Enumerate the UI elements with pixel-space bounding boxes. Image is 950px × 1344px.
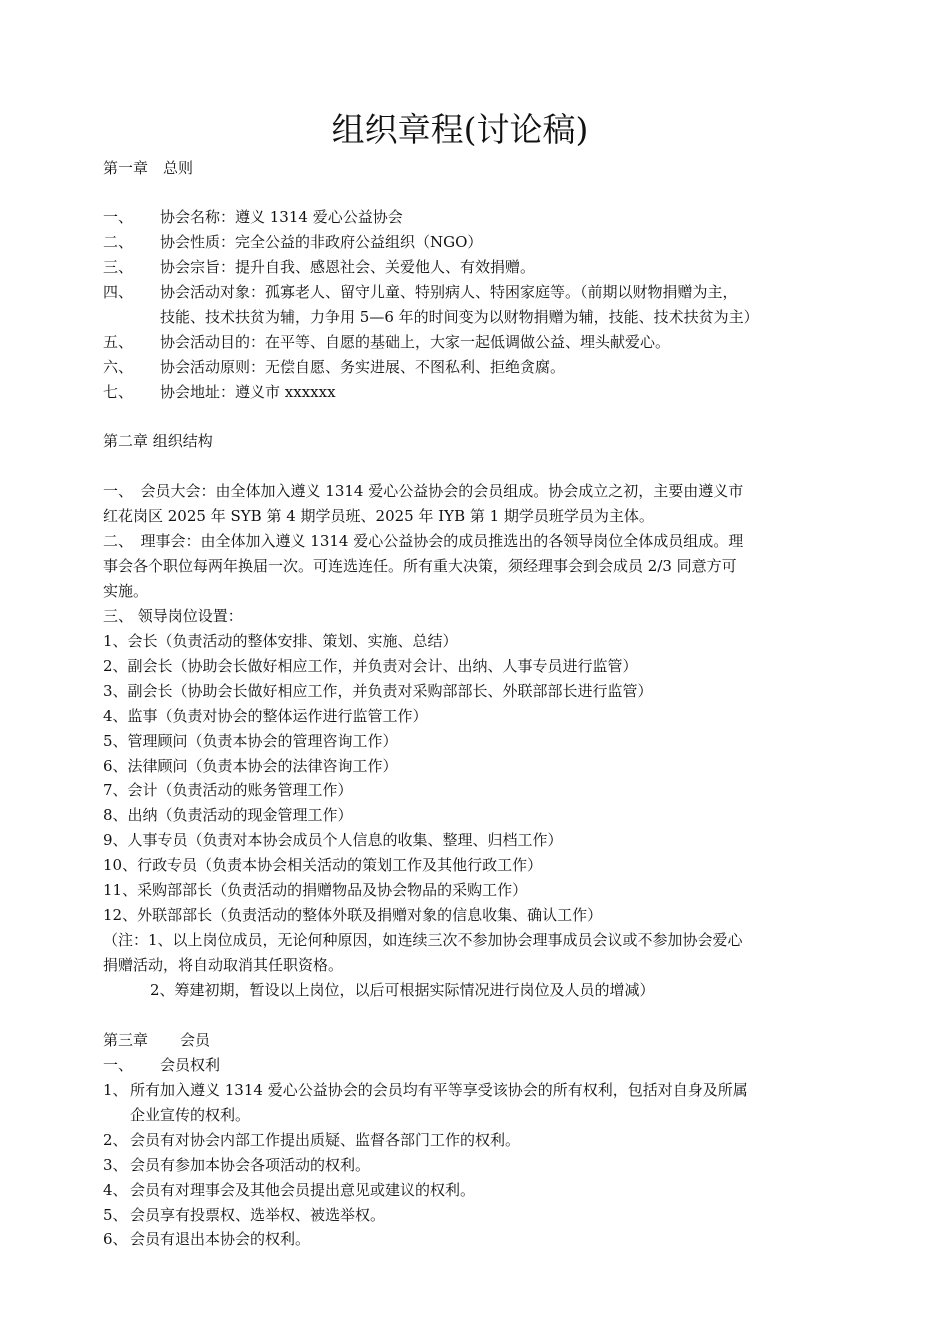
item-label: 五、 — [103, 333, 134, 351]
item-text: 会员享有投票权、选举权、被选举权。 — [130, 1206, 386, 1224]
item-text: 协会性质：完全公益的非政府公益组织（NGO） — [160, 233, 483, 251]
item-text: 协会活动原则：无偿自愿、务实进展、不图私利、拒绝贪腐。 — [160, 358, 566, 376]
chapter-3-section-1-heading — [103, 1055, 221, 1075]
position-item: 7、会计（负责活动的账务管理工作） — [103, 781, 353, 799]
position-item: 4、监事（负责对协会的整体运作进行监管工作） — [103, 707, 428, 725]
position-item: 1、会长（负责活动的整体安排、策划、实施、总结） — [103, 632, 458, 650]
chapter-2-para-2-line-3: 实施。 — [103, 582, 149, 600]
position-item: 12、外联部部长（负责活动的整体外联及捐赠对象的信息收集、确认工作） — [103, 906, 603, 924]
item-text: 协会宗旨：提升自我、感恩社会、关爱他人、有效捐赠。 — [160, 258, 536, 276]
item-text: 协会地址：遵义市 xxxxxx — [160, 383, 336, 401]
item-text-line-2: 技能、技术扶贫为辅，力争用 5—6 年的时间变为以财物捐赠为辅，技能、技术扶贫为主） — [160, 308, 759, 326]
item-text: 会员有退出本协会的权利。 — [130, 1230, 311, 1248]
chapter-2-para-1-line-1: 一、 会员大会：由全体加入遵义 1314 爱心公益协会的会员组成。协会成立之初，主要由遵义市 — [103, 482, 744, 500]
item-text: 会员有对理事会及其他会员提出意见或建议的权利。 — [130, 1181, 476, 1199]
position-item: 5、管理顾问（负责本协会的管理咨询工作） — [103, 732, 398, 750]
position-item: 2、副会长（协助会长做好相应工作，并负责对会计、出纳、人事专员进行监管） — [103, 657, 638, 675]
chapter-2-section-3-heading: 三、 领导岗位设置： — [103, 607, 243, 625]
position-item: 11、采购部部长（负责活动的捐赠物品及协会物品的采购工作） — [103, 881, 528, 899]
chapter-3-title: 会员 — [180, 1031, 211, 1049]
item-label: 一、 — [103, 208, 134, 226]
position-item: 6、法律顾问（负责本协会的法律咨询工作） — [103, 757, 398, 775]
item-label: 4、 — [103, 1181, 128, 1199]
position-item: 3、副会长（协助会长做好相应工作，并负责对采购部部长、外联部部长进行监管） — [103, 682, 653, 700]
item-label: 6、 — [103, 1230, 128, 1248]
item-text: 协会活动目的：在平等、自愿的基础上，大家一起低调做公益、埋头献爱心。 — [160, 333, 671, 351]
chapter-3-number: 第三章 — [103, 1031, 149, 1049]
position-item: 8、出纳（负责活动的现金管理工作） — [103, 806, 353, 824]
item-text: 会员有参加本协会各项活动的权利。 — [130, 1156, 371, 1174]
item-label: 2、 — [103, 1131, 128, 1149]
chapter-2-para-2-line-2: 事会各个职位每两年换届一次。可连选连任。所有重大决策，须经理事会到会成员 2/3 同意方可 — [103, 557, 737, 575]
item-text: 会员有对协会内部工作提出质疑、监督各部门工作的权利。 — [130, 1131, 521, 1149]
section-label: 一、 — [103, 1056, 134, 1074]
item-text-line-1: 协会活动对象：孤寡老人、留守儿童、特别病人、特困家庭等。（前期以财物捐赠为主， — [160, 283, 738, 301]
note-line-3: 2、筹建初期，暂设以上岗位，以后可根据实际情况进行岗位及人员的增减） — [150, 981, 655, 999]
item-label: 七、 — [103, 383, 134, 401]
item-text-line-2: 企业宣传的权利。 — [130, 1106, 251, 1124]
item-label: 六、 — [103, 358, 134, 376]
item-label: 1、 — [103, 1081, 128, 1099]
item-text: 协会名称：遵义 1314 爱心公益协会 — [160, 208, 403, 226]
item-label: 5、 — [103, 1206, 128, 1224]
item-text-line-1: 所有加入遵义 1314 爱心公益协会的会员均有平等享受该协会的所有权利，包括对自身及所属 — [130, 1081, 748, 1099]
chapter-1-heading: 第一章 总则 — [103, 159, 194, 177]
chapter-2-para-1-line-2: 红花岗区 2025 年 SYB 第 4 期学员班、2025 年 IYB 第 1 期学员班学员为主体。 — [103, 507, 654, 525]
document-title: 组织章程(讨论稿) — [331, 110, 589, 149]
chapter-3-heading — [103, 1030, 211, 1050]
item-label: 二、 — [103, 233, 134, 251]
chapter-2-para-2-line-1: 二、 理事会：由全体加入遵义 1314 爱心公益协会的成员推选出的各领导岗位全体成员组成。理 — [103, 532, 744, 550]
note-line-2: 捐赠活动，将自动取消其任职资格。 — [103, 956, 344, 974]
item-label: 三、 — [103, 258, 134, 276]
position-item: 9、人事专员（负责对本协会成员个人信息的收集、整理、归档工作） — [103, 831, 563, 849]
item-label: 四、 — [103, 283, 134, 301]
chapter-2-heading: 第二章 组织结构 — [103, 432, 213, 450]
note-line-1: （注：1、以上岗位成员，无论何种原因，如连续三次不参加协会理事成员会议或不参加协会爱心 — [103, 931, 743, 949]
section-title: 会员权利 — [160, 1056, 221, 1074]
position-item: 10、行政专员（负责本协会相关活动的策划工作及其他行政工作） — [103, 856, 543, 874]
item-label: 3、 — [103, 1156, 128, 1174]
